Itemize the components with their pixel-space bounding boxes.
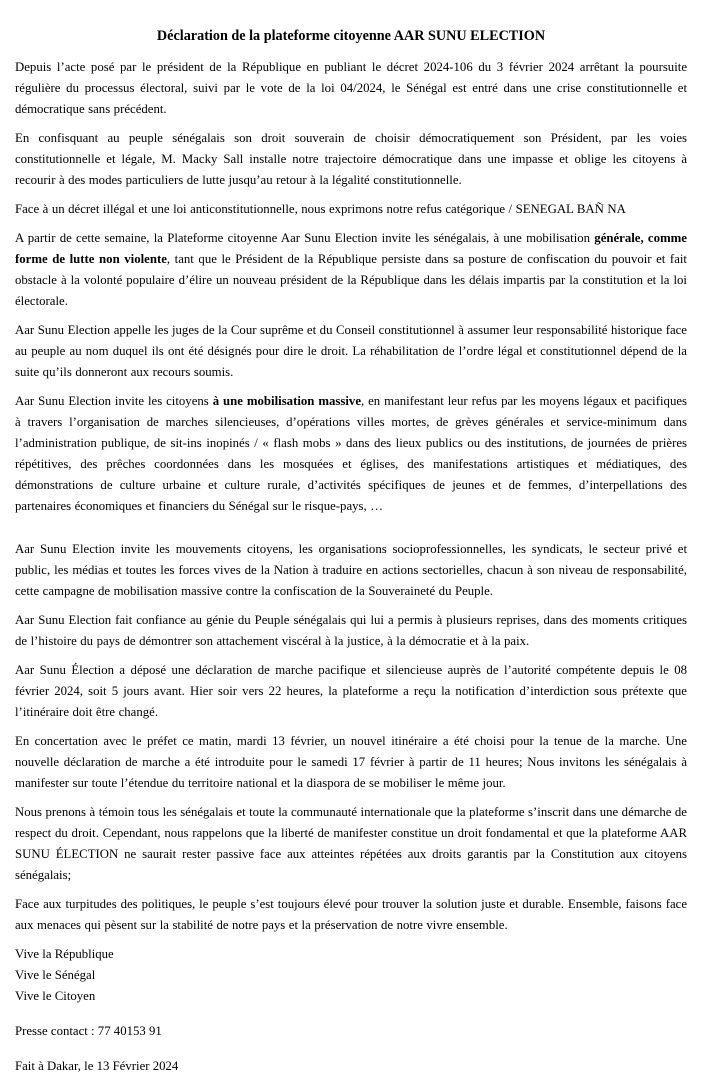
paragraph xyxy=(15,128,687,191)
closing-line: Vive la République xyxy=(15,947,114,961)
paragraph-text: A partir de cette semaine, la Plateforme citoyenne Aar Sunu Election invite les sénégalais, à une mobilisation xyxy=(15,231,595,245)
paragraph xyxy=(15,610,687,652)
paragraph-text: , en manifestant leur refus par les moyens légaux et pacifiques à travers l’organisation de marches silencieuses, d’opérations villes mortes, de grèves générales et service-minimum dans l’administration publique, de sit-ins inopinés / « flash mobs » dans des lieux publics ou des institutions, de journées de prières répétitives, des prêches coordonnées dans les mosquées et églises, des manifestations artistiques et médiatiques, des démonstrations de culture urbaine et culture rurale, d’activités spécifiques de jeunes et de femmes, d’interpellations des partenaires économiques et financiers du Sénégal sur le risque-pays, … xyxy=(15,394,688,513)
paragraph xyxy=(15,660,687,723)
paragraph-text: Aar Sunu Election fait confiance au génie du Peuple sénégalais qui lui a permis à plusieurs reprises, dans des moments critiques de l’histoire du pays de démontrer son attachement viscéral à la justice, à la démocratie et à la paix. xyxy=(15,613,687,648)
paragraph xyxy=(15,199,687,220)
paragraph xyxy=(15,731,687,794)
paragraph xyxy=(15,539,687,602)
closing-lines xyxy=(15,944,687,1007)
paragraph xyxy=(15,320,687,383)
dateline: Fait à Dakar, le 13 Février 2024 xyxy=(15,1059,179,1073)
closing-line: Vive le Sénégal xyxy=(15,968,96,982)
paragraph xyxy=(15,391,687,517)
paragraph xyxy=(15,57,687,120)
paragraph xyxy=(15,802,687,886)
paragraph-text: Face aux turpitudes des politiques, le peuple s’est toujours élevé pour trouver la solution juste et durable. Ensemble, faisons face aux menaces qui pèsent sur la stabilité de notre pays et la préservation de notre vivre ensemble. xyxy=(15,897,687,932)
paragraph-text: Aar Sunu Élection a déposé une déclaration de marche pacifique et silencieuse auprès de l’autorité compétente depuis le 08 février 2024, soit 5 jours avant. Hier soir vers 22 heures, la plateforme a reçu la notification d’interdiction sous prétexte que l’itinéraire doit être changé. xyxy=(15,663,687,719)
paragraph-text: Depuis l’acte posé par le président de la République en publiant le décret 2024-106 du 3 février 2024 arrêtant la poursuite régulière du processus électoral, suivi par le vote de la loi 04/2024, le Sénégal est entré dans une crise constitutionnelle et démocratique sans précédent. xyxy=(15,60,687,116)
document-title: Déclaration de la plateforme citoyenne AAR SUNU ELECTION xyxy=(156,28,546,44)
press-contact: Presse contact : 77 40153 91 xyxy=(15,1024,162,1038)
emphasis-bold: générale, comme forme de lutte non violente xyxy=(15,231,687,266)
paragraph-text: En concertation avec le préfet ce matin, mardi 13 février, un nouvel itinéraire a été choisi pour la tenue de la marche. Une nouvelle déclaration de marche a été introduite pour le samedi 17 février à partir de 11 heures; Nous invitons les sénégalais à manifester sur toute l’étendue du territoire national et la diaspora de se mobiliser le même jour. xyxy=(15,734,687,790)
paragraph-text: , tant que le Président de la République persiste dans sa posture de confiscation du pouvoir et fait obstacle à la volonté populaire d’élire un nouveau président de la République dans les délais impartis par la constitution et la loi électorale. xyxy=(15,252,687,308)
paragraph xyxy=(15,894,687,936)
paragraph-text: Aar Sunu Election invite les mouvements citoyens, les organisations socioprofessionnelles, les syndicats, le secteur privé et public, les médias et toutes les forces vives de la Nation à traduire en actions sectorielles, chacun à son niveau de responsabilité, cette campagne de mobilisation massive contre la confiscation de la Souveraineté du Peuple. xyxy=(15,542,687,598)
paragraph-text: Face à un décret illégal et une loi anticonstitutionnelle, nous exprimons notre refus catégorique / SENEGAL BAÑ NA xyxy=(15,202,626,216)
paragraph-text: Nous prenons à témoin tous les sénégalais et toute la communauté internationale que la plateforme s’inscrit dans une démarche de respect du droit. Cependant, nous rappelons que la liberté de manifester constitue un droit fondamental et que la plateforme AAR SUNU ÉLECTION ne saurait rester passive face aux atteintes répétées aux droits garantis par la Constitution aux citoyens sénégalais; xyxy=(15,805,687,882)
document-body xyxy=(15,57,687,936)
emphasis-bold: à une mobilisation massive xyxy=(212,394,361,408)
paragraph-text: Aar Sunu Election appelle les juges de la Cour suprême et du Conseil constitutionnel à assumer leur responsabilité historique face au peuple au nom duquel ils ont été désignés pour dire le droit. La réhabilitation de l’ordre légal et constitutionnel dépend de la suite qu’ils donneront aux recours soumis. xyxy=(15,323,687,379)
paragraph-text: En confisquant au peuple sénégalais son droit souverain de choisir démocratiquement son Président, par les voies constitutionnelle et légale, M. Macky Sall installe notre trajectoire démocratique dans une impasse et oblige les citoyens à recourir à des modes particuliers de lutte jusqu’au retour à la légalité constitutionnelle. xyxy=(15,131,687,187)
closing-line: Vive le Citoyen xyxy=(15,989,96,1003)
paragraph xyxy=(15,228,687,312)
paragraph-text: Aar Sunu Election invite les citoyens xyxy=(15,394,213,408)
